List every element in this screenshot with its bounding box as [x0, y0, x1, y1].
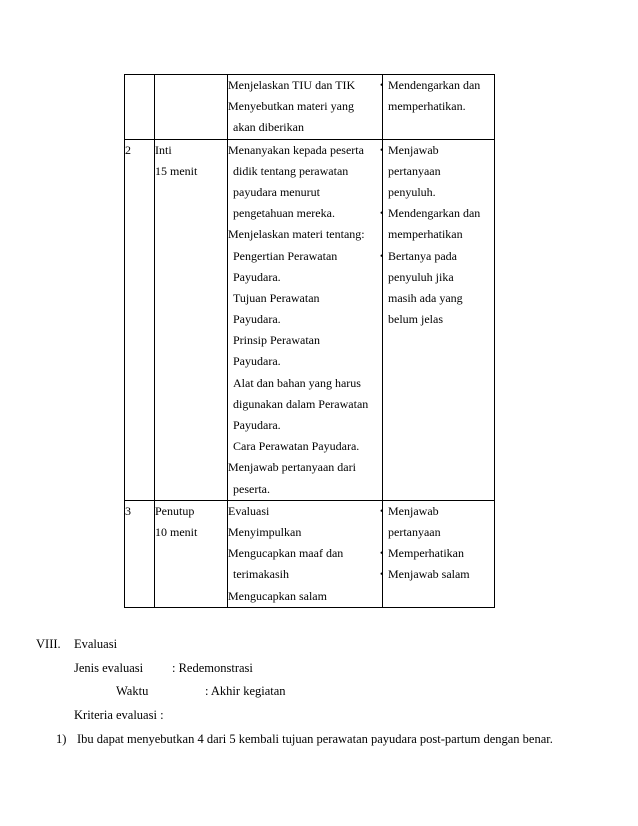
row-number: 3 [125, 500, 155, 607]
table-row [125, 139, 495, 500]
response-line [380, 543, 494, 564]
stage-name: Penutup [155, 503, 195, 518]
stage-cell [155, 500, 228, 607]
stage-duration [155, 96, 227, 117]
response-cell [380, 139, 495, 500]
bullet-icon: • [380, 505, 384, 516]
activity-line: digunakan dalam Perawatan [233, 396, 369, 411]
evaluation-criteria-label: Kriteria evaluasi : [74, 708, 164, 722]
activity-line: akan diberikan [233, 120, 304, 135]
activity-line: Mengucapkan salam [228, 588, 327, 603]
response-text: masih ada yang [388, 290, 463, 305]
response-line [383, 182, 494, 203]
activity-line: Pengertian Perawatan [233, 248, 338, 263]
stage-name [155, 75, 227, 96]
response-line [383, 522, 494, 543]
evaluation-time-value: : Akhir kegiatan [205, 684, 286, 698]
row-number: 2 [125, 139, 155, 500]
criteria-item-text: Ibu dapat menyebutkan 4 dari 5 kembali tujuan perawatan payudara post-partum dengan benar. [77, 732, 553, 746]
response-line [380, 140, 494, 161]
row-number [125, 75, 155, 140]
response-line [380, 501, 494, 522]
response-cell [380, 75, 495, 140]
activity-cell [228, 500, 383, 607]
activity-line: terimakasih [233, 567, 289, 582]
bullet-icon: • [380, 548, 384, 559]
response-line [380, 246, 494, 267]
activity-line: Mengucapkan maaf dan [228, 546, 344, 561]
response-text: belum jelas [388, 312, 443, 327]
table-row [125, 75, 495, 140]
response-line [383, 224, 494, 245]
response-text: Menjawab [388, 503, 439, 518]
bullet-icon: • [380, 569, 384, 580]
activity-line: Cara Perawatan Payudara. [233, 439, 360, 454]
response-line [383, 267, 494, 288]
stage-cell [155, 75, 228, 140]
response-text: memperhatikan. [388, 99, 466, 114]
response-text: memperhatikan [388, 227, 463, 242]
criteria-item-number: 1) [56, 732, 67, 746]
activity-line: Tujuan Perawatan [233, 290, 320, 305]
response-text: Menjawab [388, 142, 439, 157]
response-text: Menjawab salam [388, 567, 470, 582]
activity-line: Menjawab pertanyaan dari [228, 460, 356, 475]
response-text: Memperhatikan [388, 546, 464, 561]
response-text: Mendengarkan dan [388, 78, 481, 92]
response-line [380, 75, 494, 96]
response-text: Bertanya pada [388, 248, 457, 263]
response-line [380, 203, 494, 224]
bullet-icon: • [380, 80, 384, 90]
response-text: pertanyaan [388, 163, 441, 178]
evaluation-type-label: Jenis evaluasi [74, 661, 144, 675]
activity-line: Menyimpulkan [228, 524, 302, 539]
activity-line: Payudara. [233, 418, 281, 432]
response-line [380, 564, 494, 585]
stage-duration: 10 menit [155, 524, 198, 539]
section-number: VIII. [36, 637, 61, 651]
bullet-icon: • [380, 144, 384, 155]
activity-line: payudara menurut [233, 184, 320, 199]
activity-line: Menjelaskan materi tentang: [228, 227, 365, 242]
activity-line: Payudara. [233, 354, 281, 369]
activity-line: Menyebutkan materi yang [228, 99, 354, 114]
activity-cell [228, 139, 383, 500]
response-line [383, 96, 494, 117]
bullet-icon: • [380, 250, 384, 261]
table-row [125, 500, 495, 607]
activity-line: Menanyakan kepada peserta [228, 142, 364, 157]
lesson-plan-table [124, 74, 495, 608]
activity-line: peserta. [233, 481, 270, 496]
stage-name: Inti [155, 142, 172, 157]
response-cell [380, 500, 495, 607]
stage-cell [155, 139, 228, 500]
response-text: penyuluh. [388, 184, 436, 199]
stage-duration: 15 menit [155, 163, 198, 178]
evaluation-type-value: : Redemonstrasi [172, 661, 253, 675]
response-text: pertanyaan [388, 524, 441, 539]
response-line [383, 309, 494, 330]
activity-line: Menjelaskan TIU dan TIK [228, 78, 356, 92]
activity-line: Payudara. [233, 269, 281, 284]
activity-line: pengetahuan mereka. [233, 206, 335, 221]
activity-line: Evaluasi [228, 503, 270, 518]
response-text: Mendengarkan dan [388, 206, 481, 221]
activity-line: Alat dan bahan yang harus [233, 375, 361, 390]
activity-line: Payudara. [233, 312, 281, 327]
evaluation-time-label: Waktu [116, 684, 149, 698]
response-text: penyuluh jika [388, 269, 454, 284]
activity-cell [228, 75, 383, 140]
response-line [383, 161, 494, 182]
bullet-icon: • [380, 208, 384, 219]
section-heading: Evaluasi [74, 637, 118, 651]
response-line [383, 288, 494, 309]
activity-line: Prinsip Perawatan [233, 333, 320, 348]
activity-line: didik tentang perawatan [233, 163, 349, 178]
